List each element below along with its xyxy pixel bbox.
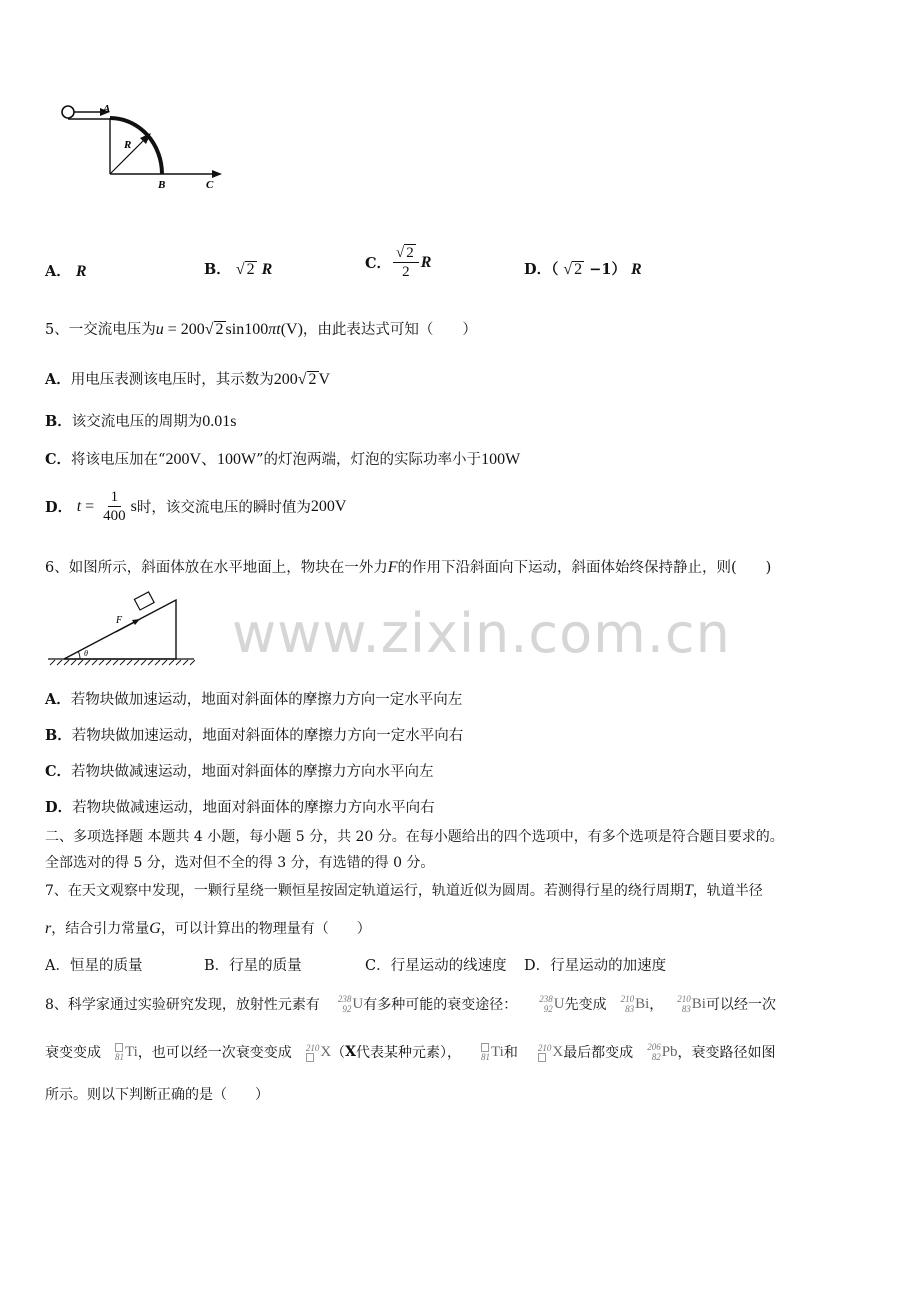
q4-option-c-denominator: 2 (402, 264, 410, 280)
q5-option-d[interactable] (45, 488, 346, 525)
nuclide-tib-symbol: Ti (491, 1043, 504, 1060)
nuclide-u238 (338, 994, 363, 1014)
nuclide-x210b-mass: 210 (537, 1042, 552, 1053)
nuclide-u238b-number: 92 (543, 1004, 553, 1014)
nuclide-pb206-symbol: Pb (661, 1043, 678, 1060)
nuclide-pb206-mass: 206 (647, 1042, 661, 1052)
q5-option-a-value: 200 (273, 371, 298, 388)
q5-option-c-value2: 100W (481, 451, 521, 468)
nuclide-u238b-mass: 238 (539, 994, 553, 1004)
q5-option-a[interactable]: A．用电压表测该电压时，其示数为200√ 2 V (45, 371, 331, 388)
watermark: www.zixin.com.cn (232, 602, 731, 665)
q6-option-a-text: 若物块做加速运动，地面对斜面体的摩擦力方向一定水平向左 (70, 692, 463, 708)
nuclide-pb206 (647, 1042, 677, 1062)
q5-stem-post: ，由此表达式可知（ ） (302, 322, 477, 338)
q8-line2-mid2: （ (331, 1045, 346, 1061)
q6-option-d-text: 若物块做减速运动，地面对斜面体的摩擦力方向水平向右 (72, 800, 435, 816)
q4-option-d[interactable]: D．（ √ 2 −1） R (524, 261, 642, 278)
q4-option-b[interactable]: B． √ 2 R (204, 261, 273, 278)
label-a: A (103, 103, 111, 115)
q8-line2-x: X (345, 1044, 357, 1060)
q8-stem-post: 可以经一次 (705, 997, 776, 1013)
q8-line2-mid1: ，也可以经一次衰变变成 (137, 1045, 292, 1061)
label-c: C (206, 179, 214, 191)
q5-option-c[interactable] (45, 446, 520, 469)
q6-stem-f: F (387, 559, 398, 576)
nuclide-bi210b-symbol: Bi (691, 995, 706, 1012)
nuclide-tib-mass (481, 1043, 489, 1052)
q7-option-b[interactable]: B．行星的质量 (204, 958, 302, 974)
q4-option-b-tail: R (261, 261, 273, 278)
nuclide-u238-mass: 238 (337, 994, 352, 1004)
q8-line2-and: 和 (503, 1045, 518, 1061)
q4-option-b-radicand: 2 (246, 261, 255, 278)
q5-option-d-text: 时，该交流电压的瞬时值为 (136, 500, 311, 516)
q8-line2-mid4: 最后都变成 (563, 1045, 634, 1061)
q8-stem-mid2: 先变成 (564, 997, 607, 1013)
q5-option-d-numerator: 1 (108, 488, 122, 507)
q5-option-d-eq: = (81, 497, 99, 515)
nuclide-u238b-symbol: U (553, 995, 565, 1012)
q8-stem-mid1: 有多种可能的衰变途径： (363, 997, 518, 1013)
q6-option-a[interactable] (45, 688, 462, 709)
nuclide-pb206-number: 82 (651, 1052, 661, 1062)
q4-option-a-key: A． (45, 263, 71, 280)
q5-option-c-value: 200V、100W (165, 451, 257, 468)
q5-option-b-text: 该交流电压的周期为 (71, 414, 203, 430)
q6-option-c-text: 若物块做减速运动，地面对斜面体的摩擦力方向水平向左 (71, 764, 434, 780)
q7-stem-post: ，轨道半径 (692, 883, 763, 899)
nuclide-x210-b (538, 1043, 563, 1062)
nuclide-u238-b (539, 994, 564, 1014)
q5-option-d-fraction (100, 488, 129, 525)
q7-stem-g: G (149, 920, 161, 937)
label-r: R (124, 139, 132, 151)
q7-option-d[interactable]: D．行星运动的加速度 (524, 958, 667, 974)
q5-option-a-key: A． (45, 371, 71, 388)
nuclide-x210b-number (538, 1053, 546, 1062)
q7-stem-line1 (45, 880, 763, 900)
q7-option-a[interactable]: A．恒星的质量 (45, 958, 143, 974)
q5-formula-eq: = 200 (163, 321, 205, 338)
q5-option-a-text: 用电压表测该电压时，其示数为 (70, 372, 274, 388)
q5-option-d-t: t (76, 497, 82, 515)
q7-stem-line2 (45, 918, 371, 938)
label-theta: θ (84, 649, 88, 658)
nuclide-x210b-symbol: X (552, 1043, 564, 1060)
q5-option-a-unit: V (318, 371, 331, 388)
nuclide-bi210b-mass: 210 (677, 994, 691, 1004)
q5-option-c-text2: ”的灯泡两端，灯泡的实际功率小于 (256, 452, 482, 468)
nuclide-ti-mass (115, 1043, 123, 1052)
q5-option-c-key: C． (45, 451, 72, 468)
q7-option-c[interactable]: C．行星运动的线速度 (365, 958, 507, 974)
arc-track-figure (56, 96, 236, 196)
section2-line1: 二、多项选择题 本题共 4 小题，每小题 5 分，共 20 分。在每小题给出的四个选项中，有多个选项是符合题目要求的。 (45, 829, 784, 845)
q5-formula-radicand: 2 (215, 321, 224, 338)
nuclide-bi210-symbol: Bi (635, 995, 650, 1012)
q5-formula-pi: πt (268, 321, 281, 338)
q4-option-d-tail: R (631, 261, 642, 278)
q6-option-c[interactable] (45, 760, 434, 781)
q6-stem-pre: 6、如图所示，斜面体放在水平地面上，物块在一外力 (45, 560, 388, 576)
q6-option-a-key: A． (45, 691, 71, 708)
q5-formula-u: u (155, 321, 164, 338)
q6-option-d[interactable] (45, 796, 435, 817)
q4-option-c[interactable] (365, 244, 431, 281)
label-b: B (158, 179, 166, 191)
incline-figure (44, 588, 196, 668)
ball (62, 106, 74, 118)
q5-formula-sin: sin100 (225, 321, 269, 338)
nuclide-bi210 (621, 994, 650, 1014)
q5-stem-pre: 5、一交流电压为 (45, 322, 156, 338)
q4-option-d-radicand: 2 (574, 261, 583, 278)
nuclide-x210 (306, 1043, 331, 1062)
q4-option-c-fraction: $\frac{√ 2}{2}$ (393, 244, 419, 281)
q8-line2-post: ，衰变路径如图 (677, 1045, 776, 1061)
nuclide-ti-symbol: Ti (125, 1043, 138, 1060)
q4-option-d-key: D．（ (524, 261, 559, 278)
q8-stem-line2 (45, 1042, 776, 1062)
q6-option-b-text: 若物块做加速运动，地面对斜面体的摩擦力方向一定水平向右 (71, 728, 464, 744)
q5-option-a-radicand: 2 (308, 371, 317, 388)
q6-stem-post: 的作用下沿斜面向下运动，斜面体始终保持静止，则( ) (397, 560, 772, 576)
nuclide-bi210-number: 83 (625, 1004, 635, 1014)
nuclide-x210-symbol: X (320, 1043, 332, 1060)
q4-option-a[interactable] (45, 260, 87, 281)
q6-option-c-key: C． (45, 763, 72, 780)
q4-option-d-mid: −1） (589, 261, 626, 278)
block (134, 592, 154, 610)
q6-option-d-key: D． (45, 799, 73, 816)
q5-option-b-key: B． (45, 413, 72, 430)
q7-stem-r: r (45, 920, 52, 937)
q8-stem-line1 (45, 994, 776, 1014)
q5-option-d-denominator: 400 (103, 508, 126, 524)
q5-option-b[interactable] (45, 410, 237, 431)
section2-line2: 全部选对的得 5 分，选对但不全的得 3 分，有选错的得 0 分。 (45, 855, 435, 871)
nuclide-ti-b (481, 1043, 504, 1062)
nuclide-bi210b-number: 83 (681, 1004, 691, 1014)
q4-option-a-value: R (75, 263, 87, 280)
nuclide-bi210-mass: 210 (620, 994, 635, 1004)
q5-option-b-value: 0.01s (202, 413, 237, 430)
label-f: F (116, 615, 123, 626)
nuclide-tib-number: 81 (481, 1051, 491, 1062)
q6-option-b[interactable] (45, 724, 463, 745)
q8-stem-pre: 8、科学家通过实验研究发现，放射性元素有 (45, 997, 320, 1013)
q8-line2-pre: 衰变变成 (45, 1045, 101, 1061)
q4-option-b-key: B． (204, 261, 231, 278)
nuclide-x210-number (306, 1053, 314, 1062)
q7-stem-post2: ，可以计算出的物理量有（ ） (160, 921, 371, 937)
q5-option-d-key: D． (45, 499, 73, 516)
q5-formula-unit: (V) (280, 321, 303, 338)
q4-option-c-tail: R (420, 253, 432, 271)
q4-option-c-numerator: 2 (406, 245, 414, 261)
q7-stem-t: T (683, 882, 693, 899)
q5-option-c-text: 将该电压加在“ (71, 452, 166, 468)
q6-stem (45, 556, 771, 577)
q8-stem-line3: 所示。则以下判断正确的是（ ） (45, 1087, 269, 1103)
nuclide-u238-number: 92 (342, 1004, 352, 1014)
q8-line2-mid3: 代表某种元素）， (356, 1045, 462, 1061)
nuclide-u238-symbol: U (352, 995, 364, 1012)
q8-stem-comma: ， (649, 997, 664, 1013)
q7-stem-pre: 7、在天文观察中发现，一颗行星绕一颗恒星按固定轨道运行，轨道近似为圆周。若测得行星的绕行周期 (45, 883, 684, 899)
q5-option-d-unit: s (130, 497, 137, 515)
q7-stem-mid: ，结合引力常量 (51, 921, 150, 937)
nuclide-ti (115, 1043, 138, 1062)
nuclide-x210-mass: 210 (305, 1042, 320, 1053)
q4-option-c-key: C． (365, 255, 392, 272)
nuclide-bi210-b (677, 994, 706, 1014)
q5-stem: 5、一交流电压为u = 200√ 2 sin100πt(V)，由此表达式可知（ ） (45, 321, 477, 338)
q6-option-b-key: B． (45, 727, 72, 744)
q5-option-d-value: 200V (310, 497, 347, 515)
nuclide-ti-number: 81 (115, 1051, 124, 1062)
